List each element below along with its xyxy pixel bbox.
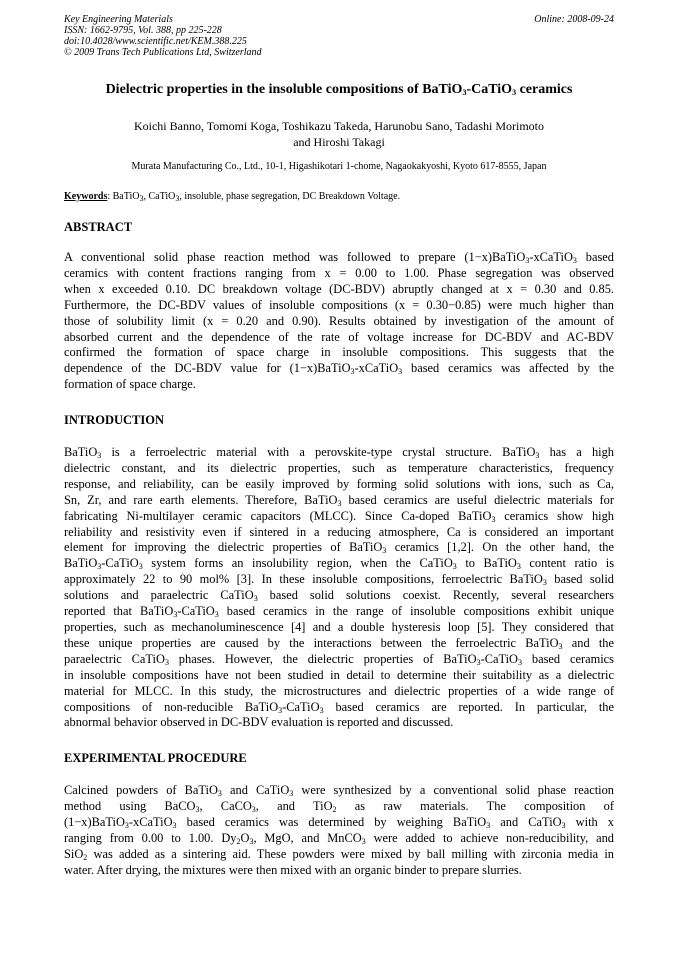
text-line: BaTiO$_3$-CaTiO$_3$ system forms an insolubility region, when the CaTiO$_3$ to BaTiO$_3$ content ratio is <box>64 556 615 572</box>
text-line: reported that BaTiO$_3$-CaTiO$_3$ based ceramics in the range of insoluble compositions exhibit unique <box>64 604 615 620</box>
experimental-body <box>64 783 614 878</box>
introduction-body <box>64 445 614 731</box>
text-line: Calcined powders of BaTiO$_3$ and CaTiO$_3$ were synthesized by a conventional solid phase reaction <box>64 783 614 798</box>
journal-header <box>64 14 262 58</box>
authors-line-2: and Hiroshi Takagi <box>293 135 385 149</box>
text-line: those of solubility limit (x = 0.20 and 0.90). Results obtained by investigation of the amount of <box>64 313 614 328</box>
text-line: confirmed the formation of space charge in insoluble compositions. This suggests that the <box>64 345 614 360</box>
online-date: Online: 2008-09-24 <box>534 14 614 25</box>
issn-line: ISSN: 1662-9795, Vol. 388, pp 225-228 <box>64 25 222 36</box>
text-line: solutions and paraelectric CaTiO$_3$ based solid solutions coexist. Recently, several researchers <box>64 588 615 604</box>
abstract-heading: ABSTRACT <box>64 220 133 234</box>
text-line: SiO$_2$ was added as a sintering aid. These powders were mixed by ball milling with zirconia media in <box>64 846 614 862</box>
text-line: approximately 22 to 90 mol% [3]. In these insoluble compositions, ferroelectric BaTiO$_3$ based solid <box>64 572 614 588</box>
text-line: Sn, Zr, and rare earth elements. Therefore, BaTiO$_3$ based ceramics are useful dielectric materials for <box>64 492 615 508</box>
text-line: formation of space charge. <box>64 377 196 392</box>
text-line: (1−x)BaTiO$_3$-xCaTiO$_3$ based ceramics was determined by weighing BaTiO$_3$ and CaTiO$_3$ with x <box>64 814 615 830</box>
text-line: properties, such as mechanoluminescence [4] and a double hysteresis loop [5]. They considered that <box>64 619 614 634</box>
text-line: response, and reliability, can be easily improved by forming solid solutions with ions, such as Ca, <box>64 476 614 491</box>
keywords-label: Keywords <box>64 191 108 202</box>
text-line: when x exceeded 0.10. DC breakdown voltage (DC-BDV) abruptly changed at x = 0.30 and 0.85. <box>64 281 614 296</box>
text-line: ranging from 0.00 to 1.00. $Dy_2O_3$, MgO, and MnCO$_3$ were added to achieve non-reducibility, and <box>64 830 615 846</box>
text-line: method using BaCO$_3$, CaCO$_3$, and TiO$_2$ as raw materials. The composition of <box>64 798 614 814</box>
authors-line-1: Koichi Banno, Tomomi Koga, Toshikazu Takeda, Harunobu Sano, Tadashi Morimoto <box>133 119 545 133</box>
copyright-line: © 2009 Trans Tech Publications Ltd, Switzerland <box>64 47 262 58</box>
keywords <box>64 191 614 203</box>
keywords-text: : BaTiO$_3$, CaTiO$_3$, insoluble, phase segregation, DC Breakdown Voltage. <box>107 191 401 203</box>
text-line: element for improving the dielectric properties of BaTiO$_3$ ceramics [1,2]. On the other hand, the <box>64 540 614 556</box>
text-line: A conventional solid phase reaction method was followed to prepare (1−x)BaTiO$_3$-xCaTiO$_3$ based <box>64 250 614 265</box>
text-line: paraelectric CaTiO$_3$ phases. However, the dielectric properties of BaTiO$_3$-CaTiO$_3$ based ceramics <box>64 651 614 667</box>
text-line: ceramics with content fractions ranging from x = 0.00 to 1.00. Phase segregation was observed <box>64 265 614 280</box>
text-line: these unique properties are caused by the interactions between the ferroelectric BaTiO$_3$ and the <box>64 635 614 651</box>
journal-name: Key Engineering Materials <box>64 14 173 25</box>
abstract-body <box>64 250 614 393</box>
authors <box>64 118 614 150</box>
affiliation: Murata Manufacturing Co., Ltd., 10-1, Higashikotari 1-chome, Nagaokakyoshi, Kyoto 617-8555, Japan <box>131 161 547 172</box>
text-line: compositions of non-reducible BaTiO$_3$-CaTiO$_3$ based ceramics are reported. In particular, the <box>64 699 614 715</box>
text-line: water. After drying, the mixtures were then mixed with an organic binder to prepare slurries. <box>64 862 522 877</box>
text-line: in insoluble compositions have not been studied in detail to determine their suitability as a dielectric <box>64 667 614 682</box>
introduction-heading: INTRODUCTION <box>64 413 165 427</box>
paper-title: Dielectric properties in the insoluble compositions of BaTiO$_3$-CaTiO$_3$ ceramics <box>105 82 573 97</box>
text-line: absorbed current and the dependence of the rate of voltage increase for DC-BDV and AC-BDV <box>64 329 614 344</box>
experimental-heading: EXPERIMENTAL PROCEDURE <box>64 751 247 765</box>
text-line: reliability and resistivity even if sintered in a reducing atmosphere, Ca is considered an important <box>64 524 614 539</box>
text-line: dependence of the DC-BDV value for (1−x)BaTiO$_3$-xCaTiO$_3$ based ceramics was affected by the <box>64 361 614 377</box>
text-line: abnormal behavior observed in DC-BDV evaluation is reported and discussed. <box>64 715 454 730</box>
text-line: material for MLCC. In this study, the microstructures and dielectric properties of a wide range of <box>64 683 614 698</box>
text-line: Furthermore, the DC-BDV values of insoluble compositions (x = 0.30−0.85) were much higher than <box>64 297 614 312</box>
text-line: BaTiO$_3$ is a ferroelectric material with a perovskite-type crystal structure. BaTiO$_3$ has a high <box>64 445 615 460</box>
text-line: fabricating Ni-multilayer ceramic capacitors (MLCC). Since Ca-doped BaTiO$_3$ ceramics show high <box>64 508 614 524</box>
text-line: dielectric constant, and its dielectric properties, such as temperature characteristics, frequency <box>64 460 614 475</box>
doi-line: doi:10.4028/www.scientific.net/KEM.388.225 <box>64 36 247 47</box>
